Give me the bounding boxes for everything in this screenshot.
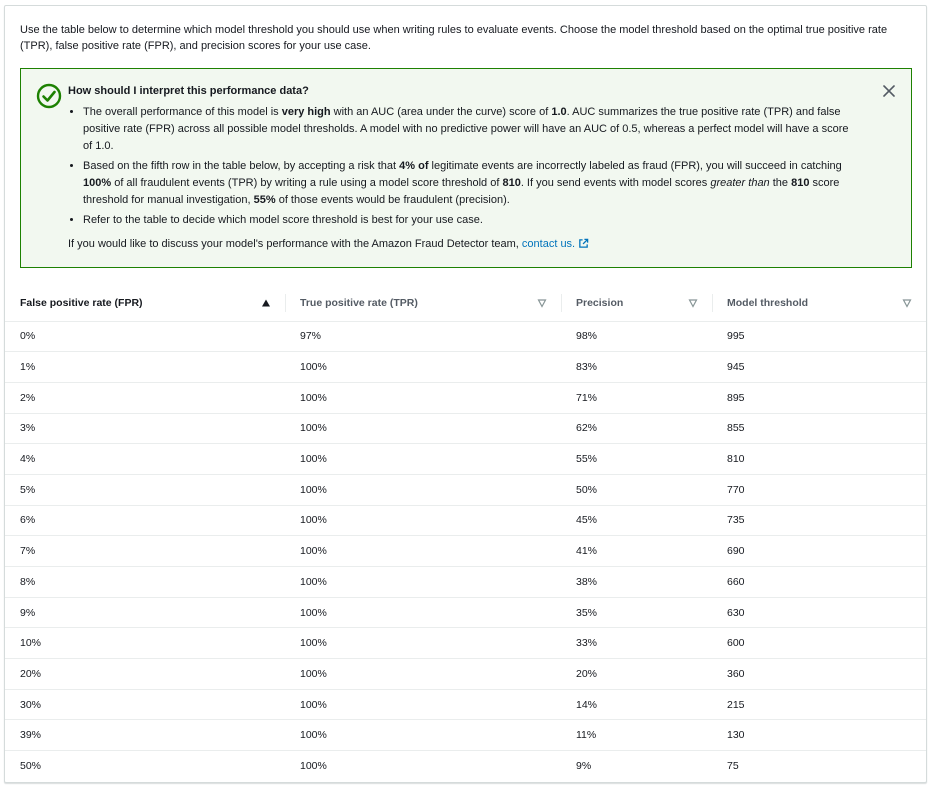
column-header-precision[interactable] [561, 285, 712, 321]
tpr-cell: 100% [300, 760, 327, 773]
alert-footer [68, 236, 589, 252]
table-row [5, 567, 926, 598]
fpr-cell: 4% [5, 444, 285, 475]
text-segment: of all fraudulent events (TPR) by writing a rule using a model score threshold of [111, 177, 503, 189]
fpr-cell: 0% [5, 321, 285, 352]
column-divider [712, 294, 713, 312]
model-threshold-cell: 855 [712, 413, 926, 444]
fpr-cell: 8% [5, 567, 285, 598]
table-row [5, 413, 926, 444]
model-threshold-cell: 630 [712, 597, 926, 628]
model-threshold-cell: 360 [712, 659, 926, 690]
fpr-cell: 9% [5, 597, 285, 628]
precision-cell: 14% [561, 689, 712, 720]
model-threshold-cell: 75 [727, 760, 739, 773]
table-row [5, 720, 926, 751]
header-label: False positive rate (FPR) [20, 296, 143, 309]
tpr-cell: 100% [285, 444, 561, 475]
precision-cell: 98% [561, 321, 712, 352]
emphasis: 1.0 [551, 106, 567, 118]
tpr-cell: 100% [285, 659, 561, 690]
model-threshold-cell: 770 [712, 474, 926, 505]
table-row [5, 628, 926, 659]
text-segment: score threshold for manual investigation, [83, 177, 840, 206]
header-label: Precision [576, 296, 624, 309]
fpr-cell: 5% [5, 474, 285, 505]
alert-list [68, 104, 852, 232]
fpr-cell: 6% [5, 505, 285, 536]
table-row [5, 444, 926, 475]
fpr-cell: 7% [5, 536, 285, 567]
alert-bullet-auc [83, 104, 852, 155]
tpr-cell: 100% [285, 689, 561, 720]
tpr-cell: 100% [285, 413, 561, 444]
precision-cell: 50% [561, 474, 712, 505]
emphasis: 810 [502, 177, 521, 189]
table-row [5, 505, 926, 536]
fpr-cell: 2% [5, 382, 285, 413]
model-threshold-cell: 660 [712, 567, 926, 598]
table-row [5, 321, 926, 352]
table-row [5, 536, 926, 567]
text-segment: Based on the fifth row in the table below, by accepting a risk that [83, 160, 400, 172]
precision-cell: 35% [561, 597, 712, 628]
alert-title: How should I interpret this performance data? [68, 85, 309, 97]
table-row [5, 474, 926, 505]
alert-bullet-refer: • Refer to the table to decide which model score threshold is best for your use case. [83, 212, 852, 229]
model-performance-panel [4, 5, 927, 783]
tpr-cell: 100% [285, 536, 561, 567]
table-row [5, 352, 926, 383]
table-row [5, 751, 926, 782]
table-row [5, 659, 926, 690]
model-threshold-cell: 995 [712, 321, 926, 352]
close-icon[interactable] [881, 83, 897, 99]
table-header-row [5, 285, 926, 321]
precision-cell: 41% [561, 536, 712, 567]
footer-text: If you would like to discuss your model's performance with the Amazon Fraud Detector team, [68, 238, 522, 250]
text-segment: of those events would be fraudulent (precision). [275, 194, 510, 206]
fpr-cell: 1% [5, 352, 285, 383]
tpr-cell: 100% [285, 628, 561, 659]
fpr-cell: 3% [5, 413, 285, 444]
header-label: Model threshold [727, 296, 809, 309]
sort-icon [902, 298, 912, 308]
precision-cell: 9% [576, 760, 592, 773]
column-header-model-threshold[interactable] [712, 285, 926, 321]
tpr-cell: 100% [285, 597, 561, 628]
model-threshold-cell: 690 [712, 536, 926, 567]
threshold-table [5, 285, 926, 781]
precision-cell: 83% [561, 352, 712, 383]
precision-cell: 71% [561, 382, 712, 413]
contact-us-label: contact us. [521, 238, 576, 250]
emphasis: 55% [253, 194, 276, 206]
model-threshold-cell: 130 [712, 720, 926, 751]
model-threshold-cell: 600 [712, 628, 926, 659]
tpr-cell: 100% [285, 352, 561, 383]
external-link-icon [578, 238, 589, 249]
sort-icon [537, 298, 547, 308]
text-segment: The overall performance of this model is [83, 106, 282, 118]
emphasis: 4% of [399, 160, 429, 172]
tpr-cell: 100% [285, 567, 561, 598]
precision-cell: 38% [561, 567, 712, 598]
tpr-cell: 100% [285, 505, 561, 536]
text-segment: legitimate events are incorrectly labeled as fraud (FPR), you will succeed in catching [428, 160, 842, 172]
model-threshold-cell: 945 [712, 352, 926, 383]
intro-text: Use the table below to determine which model threshold you should use when writing rules to evaluate events. Choose the model threshold based on the optimal true positive rate (TPR), false positive rate (FPR), and precision scores for your use case. [20, 24, 888, 52]
tpr-cell: 100% [285, 720, 561, 751]
header-label: True positive rate (TPR) [300, 296, 418, 309]
tpr-cell: 97% [285, 321, 561, 352]
italic-text: greater than [710, 177, 770, 189]
tpr-cell: 100% [285, 474, 561, 505]
fpr-cell: 50% [20, 760, 42, 773]
fpr-cell: 39% [5, 720, 285, 751]
emphasis: 810 [791, 177, 810, 189]
model-threshold-cell: 895 [712, 382, 926, 413]
precision-cell: 45% [561, 505, 712, 536]
fpr-cell: 20% [5, 659, 285, 690]
table-row [5, 597, 926, 628]
model-threshold-cell: 735 [712, 505, 926, 536]
emphasis: very high [281, 106, 331, 118]
precision-cell: 62% [561, 413, 712, 444]
fpr-cell: 10% [5, 628, 285, 659]
sort-icon [688, 298, 698, 308]
model-threshold-cell: 810 [712, 444, 926, 475]
table-row [5, 382, 926, 413]
precision-cell: 33% [561, 628, 712, 659]
contact-us-link[interactable] [522, 238, 589, 250]
check-circle-icon [36, 83, 62, 109]
success-alert [20, 68, 912, 268]
text-segment: the [769, 177, 792, 189]
precision-cell: 55% [561, 444, 712, 475]
tpr-cell: 100% [285, 382, 561, 413]
table-body [5, 321, 926, 781]
alert-bullet-fifth-row [83, 158, 852, 209]
column-divider [561, 294, 562, 312]
precision-cell: 11% [561, 720, 712, 751]
text-segment: . AUC summarizes the true positive rate (TPR) and false positive rate (FPR) across all possible model thresholds. A model with no predictive power will have an AUC of 0.5, whereas a perfect model will have a score of 1.0. [83, 106, 849, 152]
column-header-fpr[interactable] [5, 285, 285, 321]
text-segment: . If you send events with model scores [520, 177, 711, 189]
column-divider [285, 294, 286, 312]
precision-cell: 20% [561, 659, 712, 690]
table-row [5, 689, 926, 720]
column-header-tpr[interactable] [285, 285, 561, 321]
sort-ascending-icon [261, 298, 271, 308]
model-threshold-cell: 215 [712, 689, 926, 720]
emphasis: 100% [83, 177, 112, 189]
text-segment: with an AUC (area under the curve) score of [330, 106, 552, 118]
fpr-cell: 30% [5, 689, 285, 720]
